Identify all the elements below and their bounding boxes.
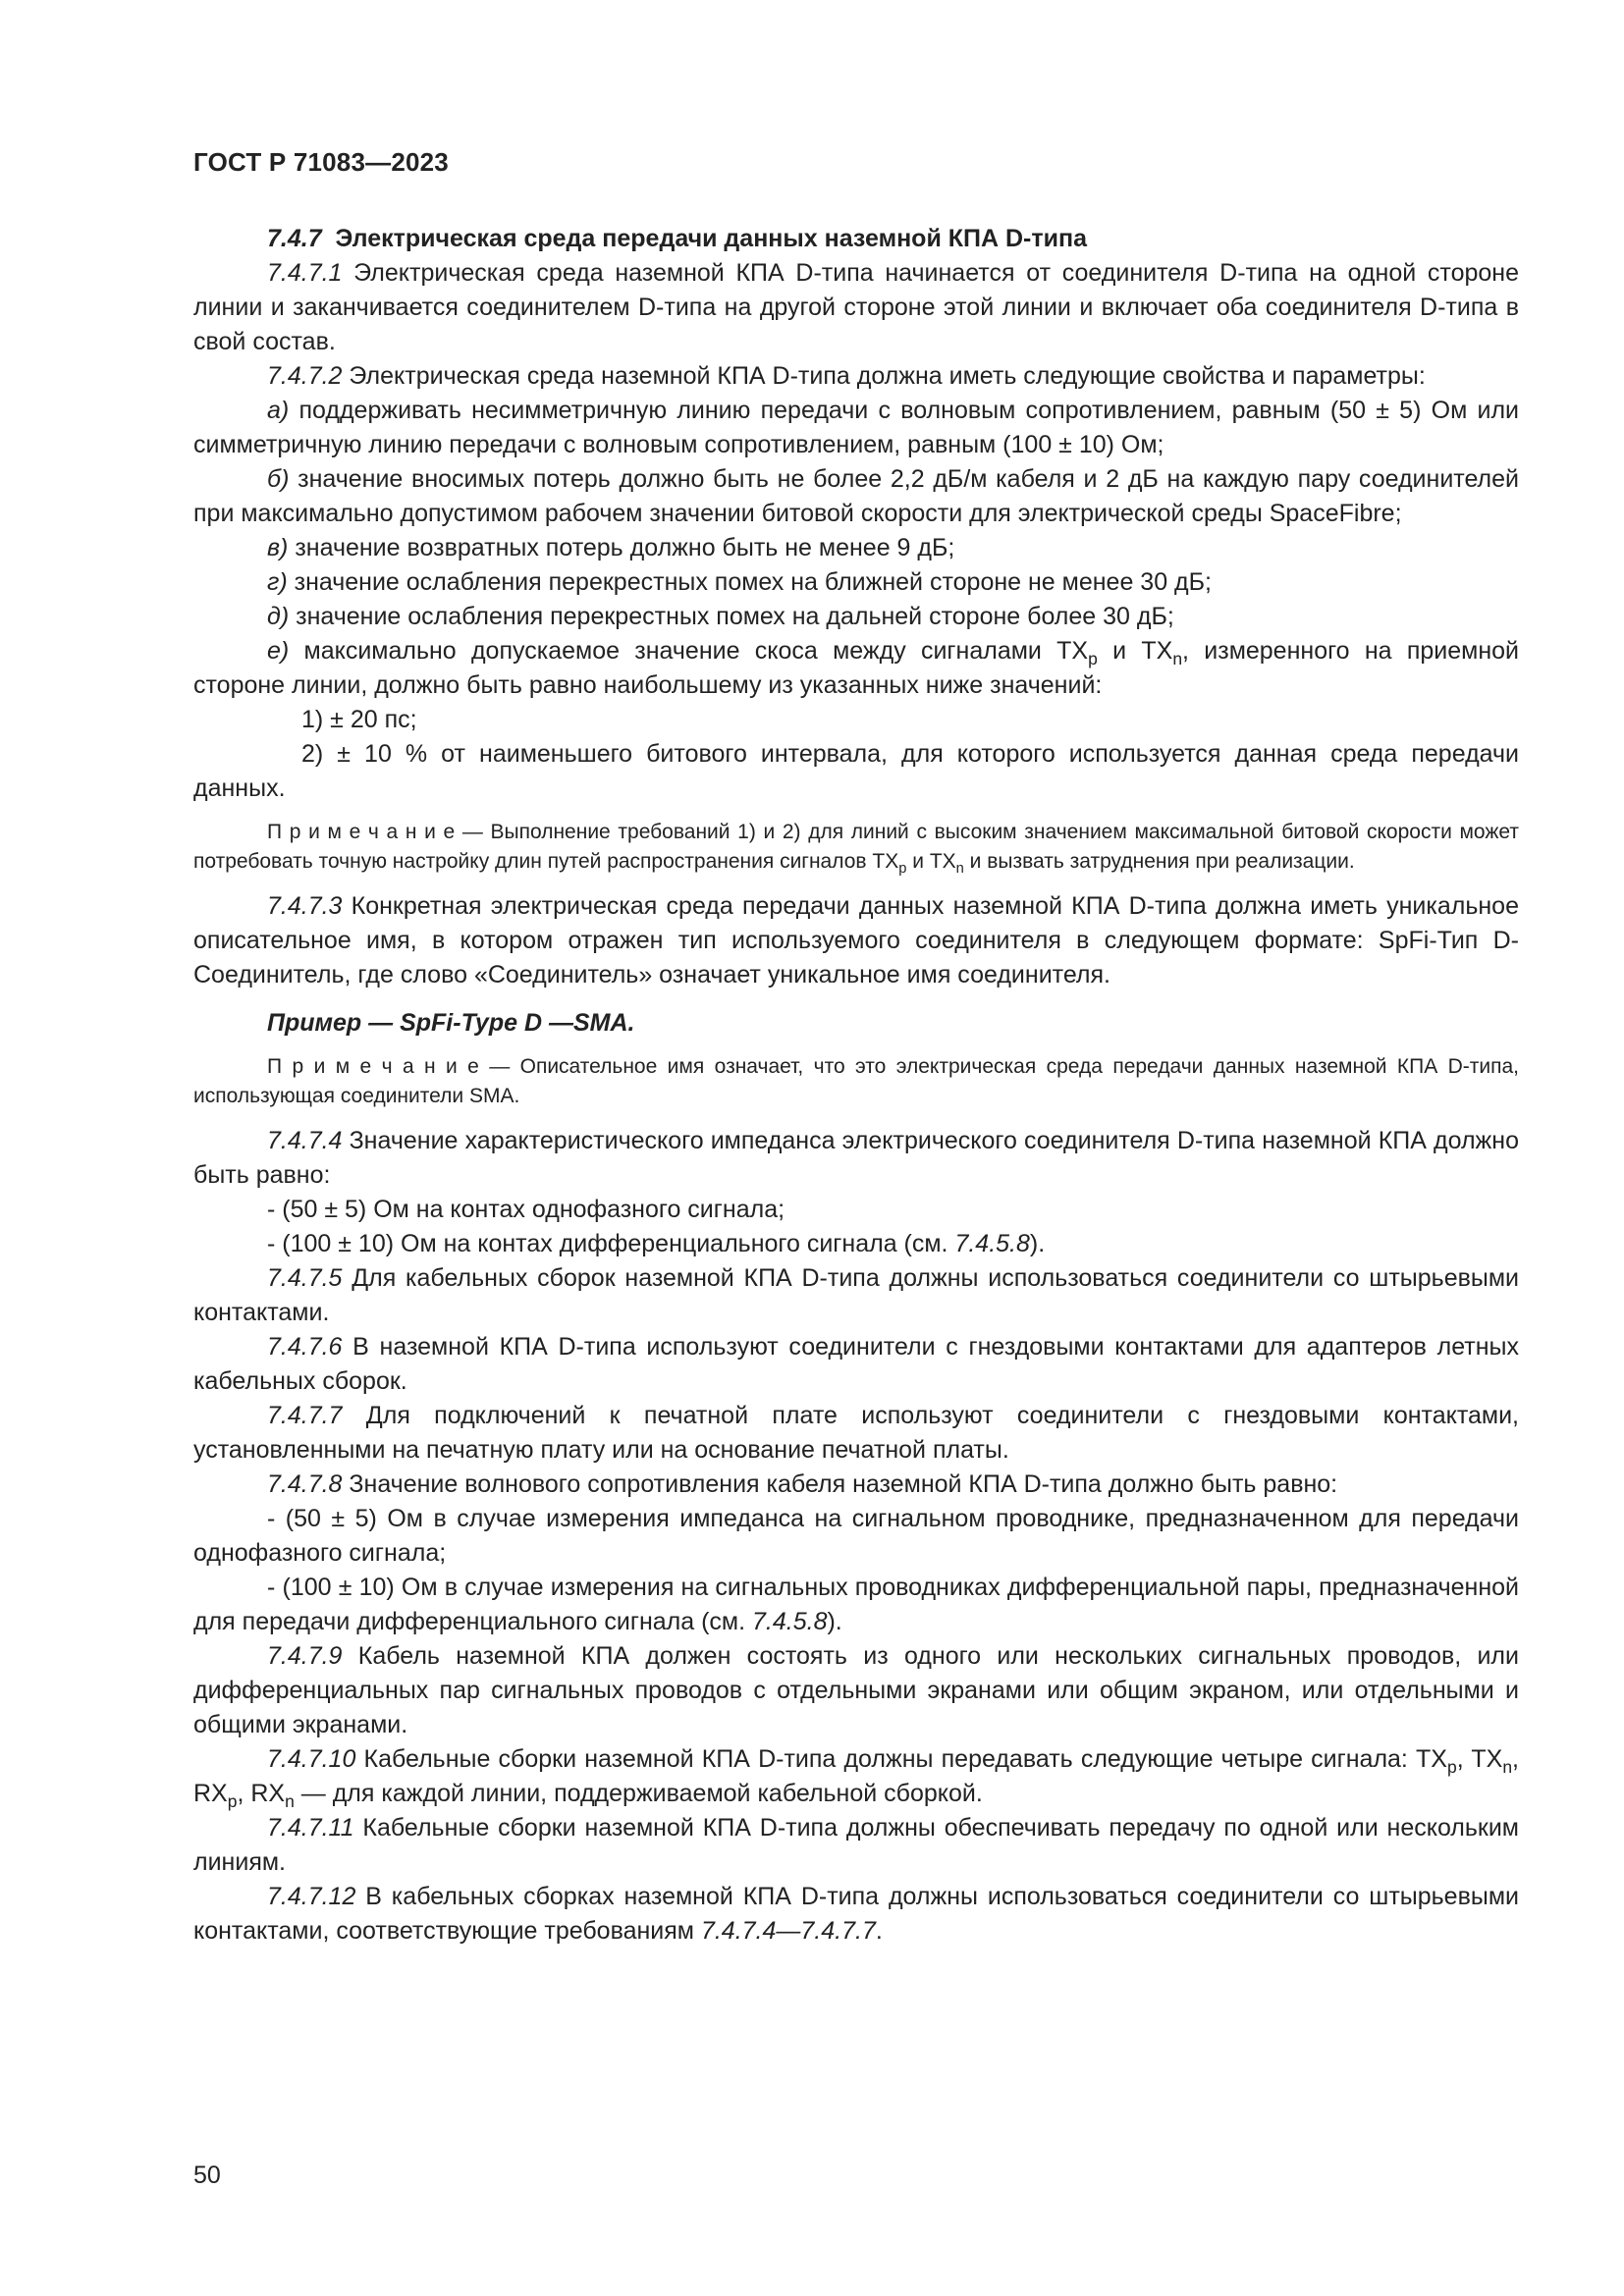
dash-item: - (50 ± 5) Ом на контах однофазного сигнала; — [267, 1196, 785, 1223]
clause-number: 7.4.7.9 — [267, 1642, 343, 1670]
note-2: П р и м е ч а н и е — Описательное имя означает, что это электрическая среда передачи данных наземной КПА D-типа, использующая соединители SMA. — [193, 1055, 1520, 1107]
clause-number: 7.4.7.7 — [267, 1402, 343, 1429]
clause-text: В наземной КПА D-типа используют соединители с гнездовыми контактами для адаптеров летных кабельных сборок. — [193, 1333, 1519, 1395]
cross-reference: 7.4.7.4—7.4.7.7 — [700, 1917, 876, 1945]
clause-number: 7.4.7.10 — [267, 1745, 356, 1773]
document-body — [193, 222, 1519, 1949]
list-item-label: а) — [267, 397, 290, 424]
clause-7-4-7-6 — [193, 1330, 1519, 1399]
section-number: 7.4.7 — [267, 225, 322, 252]
clause-text: Кабель наземной КПА должен состоять из одного или нескольких сигнальных проводов, или дифференциальных пар сигнальных проводов с отдельными экранами или общим экраном, или отдельными и общими экранами. — [193, 1642, 1519, 1738]
list-item-g — [193, 565, 1519, 600]
sub-item-1: 1) ± 20 пс; — [301, 706, 417, 733]
clause-text: В кабельных сборках наземной КПА D-типа должны использоваться соединители со штырьевыми контактами, соответствующие требованиям — [193, 1883, 1519, 1945]
clause-text: Электрическая среда наземной КПА D-типа должна иметь следующие свойства и параметры: — [349, 362, 1426, 390]
note-1: П р и м е ч а н и е — Выполнение требований 1) и 2) для линий с высоким значением максимальной битовой скорости может потребовать точную настройку длин путей распространения сигналов $TX_p$ и $TX_n$ и вызвать затруднения при реализации. — [193, 821, 1520, 878]
list-item-text: значение возвратных потерь должно быть не менее 9 дБ; — [295, 534, 955, 561]
note-label: П р и м е ч а н и е — [267, 1055, 479, 1078]
clause-7-4-7-12: 7.4.7.12 В кабельных сборках наземной КПА D-типа должны использоваться соединители со штырьевыми контактами, соответствующие требованиям 7.4.7.4—7.4.7.7. — [193, 1883, 1519, 1945]
list-item-label: е) — [267, 637, 290, 665]
clause-7-4-7-7 — [193, 1399, 1519, 1468]
clause-text: Для подключений к печатной плате используют соединители с гнездовыми контактами, установленными на печатную плату или на основание печатной платы. — [193, 1402, 1520, 1464]
clause-text: Значение волнового сопротивления кабеля наземной КПА D-типа должно быть равно: — [349, 1470, 1338, 1498]
example: Пример — SpFi-Type D —SMA. — [267, 1009, 635, 1037]
note-label: П р и м е ч а н и е — [267, 821, 456, 843]
dash-item: - (50 ± 5) Ом в случае измерения импеданса на сигнальном проводнике, предназначенном для передачи однофазного сигнала; — [193, 1505, 1519, 1567]
page-number: 50 — [193, 2162, 221, 2189]
list-item-text: значение ослабления перекрестных помех на дальней стороне более 30 дБ; — [296, 603, 1174, 630]
clause-number: 7.4.7.5 — [267, 1264, 343, 1292]
clause-number: 7.4.7.12 — [267, 1883, 356, 1910]
clause-number: 7.4.7.6 — [267, 1333, 343, 1361]
list-item-text: значение ослабления перекрестных помех на ближней стороне не менее 30 дБ; — [294, 568, 1212, 596]
clause-number: 7.4.7.11 — [267, 1814, 354, 1842]
clause-text: Значение характеристического импеданса электрического соединителя D-типа наземной КПА должно быть равно: — [193, 1127, 1519, 1189]
clause-7-4-7-4 — [193, 1124, 1519, 1193]
clause-text: Для кабельных сборок наземной КПА D-типа должны использоваться соединители со штырьевыми контактами. — [193, 1264, 1519, 1326]
dash-item: - (100 ± 10) Ом на контах дифференциального сигнала (см. 7.4.5.8). — [267, 1230, 1046, 1257]
list-item-d — [193, 600, 1519, 634]
clause-number: 7.4.7.3 — [267, 892, 343, 920]
clause-number: 7.4.7.8 — [267, 1470, 343, 1498]
clause-7-4-7-8 — [193, 1468, 1519, 1502]
cross-reference: 7.4.5.8 — [752, 1608, 828, 1635]
document-header: ГОСТ Р 71083—2023 — [193, 147, 449, 177]
list-item-v — [193, 531, 1519, 565]
clause-7-4-7-9 — [193, 1639, 1519, 1742]
list-item-e: е) максимально допускаемое значение скоса между сигналами $TX_p$ и $TX_n$, измеренного на приемной стороне линии, должно быть равно наибольшему из указанных ниже значений: — [193, 637, 1519, 699]
list-item-text: значение вносимых потерь должно быть не более 2,2 дБ/м кабеля и 2 дБ на каждую пару соединителей при максимально допустимом рабочем значении битовой скорости для электрической среды SpaceFibre; — [193, 465, 1519, 527]
clause-7-4-7-2 — [193, 359, 1519, 394]
sub-item-2: 2) ± 10 % от наименьшего битового интервала, для которого используется данная среда передачи данных. — [193, 740, 1519, 802]
list-item-label: б) — [267, 465, 290, 493]
list-item-label: в) — [267, 534, 289, 561]
clause-text: Конкретная электрическая среда передачи данных наземной КПА D-типа должна иметь уникальное описательное имя, в котором отражен тип используемого соединителя в следующем формате: SpFi-Тип D-Соединитель, где слово «Соединитель» означает уникальное имя соединителя. — [193, 892, 1519, 988]
list-item-label: д) — [267, 603, 290, 630]
clause-number: 7.4.7.1 — [267, 259, 343, 287]
clause-7-4-7-5 — [193, 1261, 1519, 1330]
clause-text: Кабельные сборки наземной КПА D-типа должны обеспечивать передачу по одной или нескольким линиям. — [193, 1814, 1519, 1876]
clause-text: Электрическая среда наземной КПА D-типа начинается от соединителя D-типа на одной стороне линии и заканчивается соединителем D-типа на другой стороне этой линии и включает оба соединителя D-типа в свой состав. — [193, 259, 1519, 355]
list-item-text: поддерживать несимметричную линию передачи с волновым сопротивлением, равным (50 ± 5) Ом или симметричную линию передачи с волновым сопротивлением, равным (100 ± 10) Ом; — [193, 397, 1520, 458]
section-heading — [193, 222, 1519, 256]
section-title: Электрическая среда передачи данных наземной КПА D-типа — [335, 225, 1087, 252]
list-item-a — [193, 394, 1519, 462]
clause-7-4-7-1 — [193, 256, 1519, 359]
list-item-label: г) — [267, 568, 288, 596]
clause-7-4-7-11 — [193, 1811, 1519, 1880]
list-item-b — [193, 462, 1519, 531]
clause-number: 7.4.7.4 — [267, 1127, 343, 1154]
clause-number: 7.4.7.2 — [267, 362, 343, 390]
cross-reference: 7.4.5.8 — [954, 1230, 1030, 1257]
clause-7-4-7-3 — [193, 889, 1519, 992]
clause-7-4-7-10: 7.4.7.10 Кабельные сборки наземной КПА D-типа должны передавать следующие четыре сигнала: $TX_p$, $TX_n$, $RX_p$, $RX_n$ — для каждой линии, поддерживаемой кабельной сборкой. — [193, 1745, 1519, 1812]
dash-item: - (100 ± 10) Ом в случае измерения на сигнальных проводниках дифференциальной пары, предназначенной для передачи дифференциального сигнала (см. 7.4.5.8). — [193, 1574, 1519, 1635]
